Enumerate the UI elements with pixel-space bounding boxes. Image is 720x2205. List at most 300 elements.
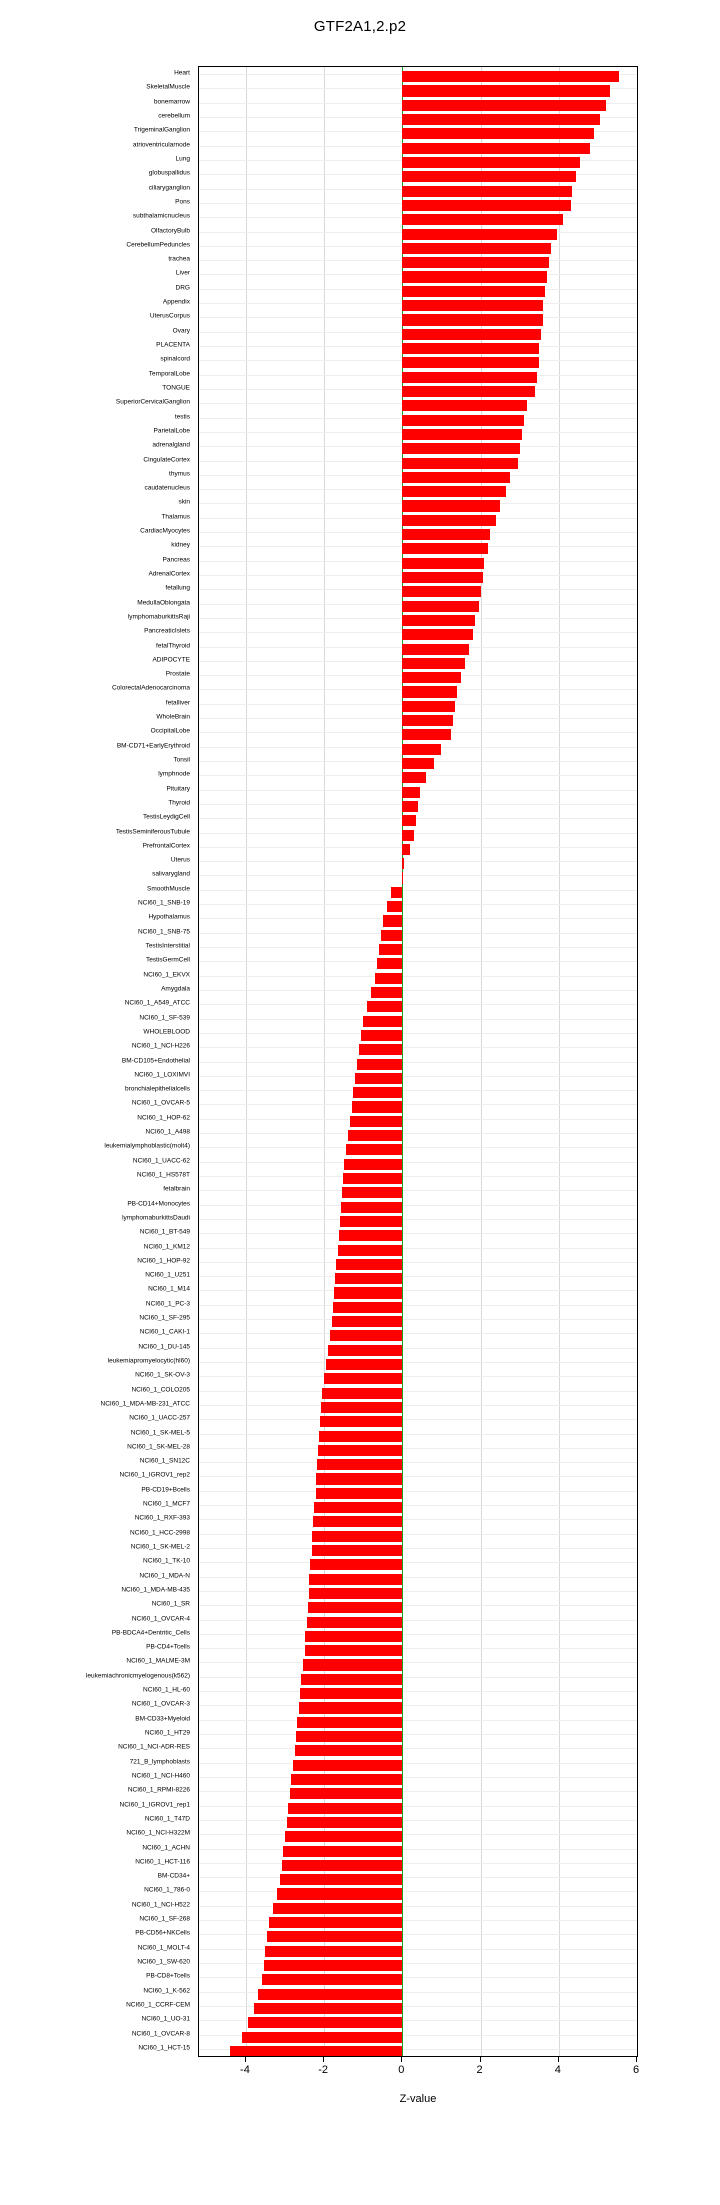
y-axis-tick-label: trachea	[168, 255, 190, 263]
plot-area	[198, 66, 638, 2057]
y-axis-tick-label: CardiacMyocytes	[140, 527, 190, 535]
bar	[291, 1774, 402, 1785]
y-axis-tick-label: NCI60_1_CAKI-1	[139, 1328, 190, 1336]
y-axis-tick-label: caudatenucleus	[144, 484, 190, 492]
bar	[402, 357, 539, 368]
gridline-horizontal	[199, 1491, 637, 1492]
gridline-horizontal	[199, 1577, 637, 1578]
y-axis-tick-label: TestisSeminiferousTubule	[115, 828, 190, 836]
bar	[402, 586, 480, 597]
bar	[383, 915, 403, 926]
y-axis-tick-label: NCI60_1_MCF7	[143, 1500, 190, 1508]
y-axis-tick-label: NCI60_1_SK-MEL-5	[130, 1429, 190, 1437]
gridline-horizontal	[199, 1834, 637, 1835]
bar	[308, 1602, 403, 1613]
x-axis-tick-label: 4	[554, 2064, 561, 2076]
gridline-horizontal	[199, 890, 637, 891]
y-axis-tick-label: Amygdala	[161, 985, 190, 993]
bar	[342, 1187, 403, 1198]
y-axis-tick-label: Heart	[174, 69, 190, 77]
y-axis-tick-label: NCI60_1_PC-3	[145, 1300, 190, 1308]
bar	[348, 1130, 403, 1141]
bar	[318, 1445, 402, 1456]
bar	[230, 2046, 402, 2057]
y-axis-tick-label: TONGUE	[162, 384, 190, 392]
bar	[402, 830, 414, 841]
gridline-horizontal	[199, 904, 637, 905]
gridline-horizontal	[199, 947, 637, 948]
gridline-horizontal	[199, 1076, 637, 1077]
bar	[402, 314, 543, 325]
y-axis-tick-label: globuspallidus	[148, 169, 190, 177]
y-axis-tick-label: NCI60_1_HT29	[144, 1729, 190, 1737]
bar	[402, 157, 580, 168]
y-axis-tick-label: NCI60_1_BT-549	[139, 1228, 190, 1236]
y-axis-tick-label: NCI60_1_A549_ATCC	[124, 999, 190, 1007]
gridline-horizontal	[199, 1534, 637, 1535]
bar	[357, 1059, 402, 1070]
bar	[254, 2003, 403, 2014]
bar	[312, 1545, 403, 1556]
y-axis-tick-label: NCI60_1_HOP-62	[137, 1114, 190, 1122]
y-axis-tick-label: bonemarrow	[153, 98, 190, 106]
gridline-horizontal	[199, 1062, 637, 1063]
gridline-horizontal	[199, 1806, 637, 1807]
bar	[402, 214, 562, 225]
y-axis-tick-label: NCI60_1_IGROV1_rep2	[119, 1471, 190, 1479]
bar	[287, 1817, 402, 1828]
gridline-horizontal	[199, 1047, 637, 1048]
gridline-horizontal	[199, 1820, 637, 1821]
gridline-horizontal	[199, 1376, 637, 1377]
x-axis-tick	[558, 2057, 559, 2062]
gridline-horizontal	[199, 1262, 637, 1263]
bar	[332, 1316, 402, 1327]
bar	[355, 1073, 402, 1084]
y-axis-tick-label: SkeletalMuscle	[146, 83, 190, 91]
y-axis-tick-label: ParietalLobe	[153, 427, 190, 435]
bar	[402, 615, 474, 626]
bar	[338, 1245, 403, 1256]
bar	[402, 85, 609, 96]
y-axis-tick-label: PB-CD19+Bcells	[141, 1486, 190, 1494]
y-axis-tick-label: NCI60_1_SK-MEL-28	[127, 1443, 190, 1451]
gridline-horizontal	[199, 1319, 637, 1320]
x-axis-tick	[480, 2057, 481, 2062]
y-axis-tick-label: leukemialymphoblastic(molt4)	[104, 1142, 190, 1150]
gridline-horizontal	[199, 1791, 637, 1792]
y-axis-tick-label: NCI60_1_TK-10	[143, 1557, 190, 1565]
bar	[248, 2017, 402, 2028]
bar	[391, 887, 403, 898]
y-axis-tick-label: Pituitary	[166, 785, 190, 793]
y-axis-tick-label: OlfactoryBulb	[150, 227, 190, 235]
y-axis-tick-label: SmoothMuscle	[147, 885, 190, 893]
gridline-horizontal	[199, 1562, 637, 1563]
gridline-horizontal	[199, 1505, 637, 1506]
y-axis-tick-label: PrefrontalCortex	[142, 842, 190, 850]
bar	[402, 558, 484, 569]
y-axis-tick-label: TestisGermCell	[145, 956, 190, 964]
bar	[402, 543, 488, 554]
bar	[402, 472, 510, 483]
y-axis-tick-label: WholeBrain	[156, 713, 190, 721]
gridline-horizontal	[199, 918, 637, 919]
y-axis-tick-label: Pons	[175, 198, 190, 206]
gridline-horizontal	[199, 1691, 637, 1692]
gridline-horizontal	[199, 1677, 637, 1678]
bar	[402, 458, 517, 469]
y-axis-tick-label: AdrenalCortex	[148, 570, 190, 578]
y-axis-tick-label: NCI60_1_786-0	[144, 1886, 190, 1894]
y-axis-tick-label: PancreaticIslets	[144, 627, 190, 635]
gridline-horizontal	[199, 1090, 637, 1091]
bar	[283, 1846, 402, 1857]
y-axis-tick-label: NCI60_1_HL-60	[143, 1686, 190, 1694]
x-axis-title: Z-value	[399, 2093, 437, 2105]
y-axis-tick-label: TrigeminalGanglion	[133, 126, 190, 134]
y-axis-tick-label: NCI60_1_SF-295	[139, 1314, 190, 1322]
bar	[402, 229, 556, 240]
bar	[402, 443, 519, 454]
y-axis-tick-label: NCI60_1_SNB-75	[137, 928, 190, 936]
bar	[310, 1559, 402, 1570]
bar	[402, 286, 545, 297]
bar	[303, 1659, 403, 1670]
gridline-horizontal	[199, 1591, 637, 1592]
y-axis-tick-label: leukemiachronicmyelogenous(k562)	[85, 1672, 190, 1680]
y-axis-tick-label: NCI60_1_LOXIMVI	[134, 1071, 190, 1079]
y-axis-tick-label: NCI60_1_MDA-MB-435	[121, 1586, 190, 1594]
y-axis-tick-label: lymphomaburkittsDaudi	[122, 1214, 190, 1222]
y-axis-tick-label: NCI60_1_OVCAR-5	[131, 1099, 190, 1107]
bar	[307, 1617, 403, 1628]
bar	[352, 1101, 403, 1112]
gridline-horizontal	[199, 1720, 637, 1721]
y-axis-tick-label: BM-CD34+	[157, 1872, 190, 1880]
bar	[321, 1402, 402, 1413]
gridline-horizontal	[199, 1419, 637, 1420]
y-axis-tick-label: NCI60_1_NCI-ADR-RES	[118, 1743, 190, 1751]
bar	[402, 271, 547, 282]
y-axis-tick-label: NCI60_1_ACHN	[142, 1844, 190, 1851]
bar	[273, 1903, 402, 1914]
bar	[402, 171, 576, 182]
gridline-horizontal	[199, 1405, 637, 1406]
gridline-horizontal	[199, 1934, 637, 1935]
bar	[402, 400, 527, 411]
y-axis-tick-label: fetalbrain	[163, 1185, 190, 1193]
y-axis-tick-label: fetallung	[165, 584, 190, 592]
gridline-horizontal	[199, 804, 637, 805]
y-axis-tick-label: leukemiapromyelocytic(hl60)	[107, 1357, 190, 1365]
y-axis-tick-label: cerebellum	[158, 112, 190, 120]
bar	[402, 372, 537, 383]
gridline-horizontal	[199, 976, 637, 977]
y-axis-tick-label: TemporalLobe	[148, 370, 190, 378]
y-axis-tick-label: NCI60_1_SR	[151, 1600, 190, 1608]
gridline-horizontal	[199, 1920, 637, 1921]
gridline-horizontal	[199, 1519, 637, 1520]
bar	[290, 1788, 403, 1799]
y-axis-tick-label: NCI60_1_UO-31	[141, 2015, 190, 2023]
y-axis-tick-label: NCI60_1_RPMI-8226	[127, 1786, 190, 1794]
y-axis-tick-label: NCI60_1_EKVX	[143, 971, 190, 979]
bar	[402, 844, 410, 855]
y-axis-tick-label: NCI60_1_SK-MEL-2	[130, 1543, 190, 1551]
y-axis-tick-label: NCI60_1_OVCAR-4	[131, 1615, 190, 1623]
y-axis-tick-label: NCI60_1_UACC-62	[132, 1157, 190, 1165]
y-axis-tick-label: thymus	[169, 470, 190, 478]
x-axis	[198, 2057, 638, 2097]
y-axis-tick-label: Thyroid	[168, 799, 190, 807]
bar	[402, 629, 472, 640]
y-axis-tick-label: CingulateCortex	[143, 456, 190, 463]
bar	[359, 1044, 402, 1055]
bar	[267, 1931, 402, 1942]
y-axis-tick-label: Pancreas	[162, 556, 190, 564]
bar	[285, 1831, 402, 1842]
y-axis-category-labels	[0, 66, 194, 2057]
bar	[402, 686, 457, 697]
gridline-horizontal	[199, 1176, 637, 1177]
bar	[402, 515, 496, 526]
bar	[313, 1516, 402, 1527]
y-axis-tick-label: NCI60_1_HOP-92	[137, 1257, 190, 1265]
y-axis-tick-label: NCI60_1_HS578T	[136, 1171, 190, 1179]
bar	[242, 2032, 402, 2043]
bar	[339, 1230, 402, 1241]
bar	[402, 429, 521, 440]
bar	[402, 186, 572, 197]
bar	[333, 1302, 403, 1313]
bar	[402, 415, 523, 426]
bar	[317, 1459, 402, 1470]
gridline-horizontal	[199, 1763, 637, 1764]
y-axis-tick-label: NCI60_1_OVCAR-8	[131, 2030, 190, 2038]
y-axis-tick-label: salivarygland	[152, 870, 190, 878]
bar	[326, 1359, 402, 1370]
gridline-horizontal	[199, 1434, 637, 1435]
y-axis-tick-label: Lung	[175, 155, 190, 163]
bar	[346, 1144, 403, 1155]
y-axis-tick-label: PB-CD8+Tcells	[146, 1972, 190, 1980]
gridline-horizontal	[199, 1348, 637, 1349]
y-axis-tick-label: UterusCorpus	[149, 312, 190, 320]
y-axis-tick-label: NCI60_1_SW-620	[137, 1958, 190, 1966]
bar	[322, 1388, 402, 1399]
gridline-horizontal	[199, 1205, 637, 1206]
bar	[402, 758, 433, 769]
y-axis-tick-label: PB-BDCA4+Dentritic_Cells	[111, 1629, 190, 1637]
bar	[402, 257, 549, 268]
gridline-horizontal	[199, 833, 637, 834]
y-axis-tick-label: NCI60_1_MALME-3M	[126, 1657, 190, 1665]
y-axis-tick-label: BM-CD33+Myeloid	[135, 1715, 190, 1723]
gridline-horizontal	[199, 990, 637, 991]
gridline-horizontal	[199, 1362, 637, 1363]
bar	[371, 987, 402, 998]
y-axis-tick-label: NCI60_1_IGROV1_rep1	[119, 1801, 190, 1809]
bar	[402, 601, 478, 612]
gridline-horizontal	[199, 1548, 637, 1549]
x-axis-tick-label: -4	[240, 2064, 250, 2076]
bar	[402, 672, 461, 683]
y-axis-tick-label: Ovary	[172, 327, 190, 335]
gridline-horizontal	[199, 1662, 637, 1663]
bar	[258, 1989, 403, 2000]
y-axis-tick-label: ColorectalAdenocarcinoma	[111, 684, 190, 692]
gridline-horizontal	[199, 1734, 637, 1735]
y-axis-tick-label: NCI60_1_CCRF-CEM	[126, 2001, 190, 2009]
bar	[402, 243, 551, 254]
y-axis-tick-label: NCI60_1_UACC-257	[129, 1414, 190, 1422]
x-axis-tick-label: -2	[318, 2064, 329, 2076]
bar	[277, 1888, 402, 1899]
y-axis-tick-label: NCI60_1_MOLT-4	[137, 1944, 190, 1952]
gridline-horizontal	[199, 1748, 637, 1749]
bar	[336, 1259, 402, 1270]
gridline-horizontal	[199, 1162, 637, 1163]
y-axis-tick-label: NCI60_1_SF-268	[139, 1915, 190, 1923]
y-axis-tick-label: NCI60_1_SN12C	[139, 1457, 190, 1465]
gridline-vertical	[637, 67, 638, 2056]
x-axis-tick	[245, 2057, 246, 2062]
y-axis-tick-label: NCI60_1_M14	[148, 1285, 190, 1293]
gridline-horizontal	[199, 1333, 637, 1334]
bar	[377, 958, 402, 969]
y-axis-tick-label: fetalThyroid	[156, 642, 190, 650]
bar	[319, 1431, 402, 1442]
bar	[402, 772, 425, 783]
gridline-horizontal	[199, 1605, 637, 1606]
bar	[402, 701, 455, 712]
y-axis-tick-label: NCI60_1_HCC-2998	[130, 1529, 190, 1537]
bar	[402, 128, 594, 139]
bar	[353, 1087, 402, 1098]
bar	[334, 1287, 402, 1298]
y-axis-tick-label: ADIPOCYTE	[152, 656, 190, 664]
bar	[264, 1960, 403, 1971]
bar	[343, 1173, 402, 1184]
gridline-horizontal	[199, 1104, 637, 1105]
gridline-horizontal	[199, 1906, 637, 1907]
bar	[402, 114, 599, 125]
y-axis-tick-label: PB-CD56+NKCells	[135, 1929, 190, 1937]
bar	[341, 1202, 403, 1213]
bar	[402, 801, 418, 812]
y-axis-tick-label: skin	[178, 498, 190, 506]
bar	[309, 1588, 403, 1599]
bar	[296, 1731, 402, 1742]
gridline-horizontal	[199, 1863, 637, 1864]
x-axis-tick-label: 6	[632, 2064, 640, 2076]
gridline-horizontal	[199, 1147, 637, 1148]
bar	[297, 1717, 403, 1728]
gridline-horizontal	[199, 1190, 637, 1191]
y-axis-tick-label: NCI60_1_KM12	[143, 1243, 190, 1251]
y-axis-tick-label: WHOLEBLOOD	[143, 1028, 190, 1036]
y-axis-tick-label: PB-CD14+Monocytes	[127, 1200, 190, 1208]
bar	[402, 143, 590, 154]
gridline-horizontal	[199, 1777, 637, 1778]
y-axis-tick-label: bronchialepithelialcells	[124, 1085, 190, 1093]
y-axis-tick-label: PB-CD4+Tcells	[146, 1643, 190, 1651]
y-axis-tick-label: Uterus	[170, 856, 190, 864]
y-axis-tick-label: NCI60_1_NCI-H322M	[126, 1829, 190, 1837]
bar	[402, 872, 403, 883]
gridline-horizontal	[199, 1634, 637, 1635]
y-axis-tick-label: NCI60_1_SK-OV-3	[135, 1371, 190, 1379]
y-axis-tick-label: adrenalgland	[152, 441, 190, 449]
y-axis-tick-label: Prostate	[165, 670, 190, 678]
bar	[402, 500, 500, 511]
y-axis-tick-label: Thalamus	[161, 513, 190, 521]
gridline-horizontal	[199, 1391, 637, 1392]
bar	[269, 1917, 402, 1928]
gridline-horizontal	[199, 1305, 637, 1306]
y-axis-tick-label: spinalcord	[160, 355, 190, 363]
gridline-horizontal	[199, 1290, 637, 1291]
bar	[335, 1273, 402, 1284]
y-axis-tick-label: TestisInterstitial	[145, 942, 190, 950]
bar	[402, 787, 420, 798]
bar	[330, 1330, 402, 1341]
y-axis-tick-label: NCI60_1_NCI-H226	[131, 1042, 190, 1050]
y-axis-tick-label: 721_B_lymphoblasts	[129, 1758, 190, 1766]
y-axis-tick-label: fetalliver	[165, 699, 190, 707]
bar	[316, 1488, 403, 1499]
gridline-horizontal	[199, 1119, 637, 1120]
gridline-horizontal	[199, 1019, 637, 1020]
bar	[402, 329, 541, 340]
y-axis-tick-label: NCI60_1_DU-145	[138, 1343, 190, 1351]
bar	[265, 1946, 402, 1957]
y-axis-tick-label: Appendix	[162, 298, 190, 306]
y-axis-tick-label: NCI60_1_MDA-N	[139, 1572, 190, 1580]
y-axis-tick-label: NCI60_1_SF-539	[139, 1014, 190, 1022]
bar	[402, 815, 416, 826]
y-axis-tick-label: NCI60_1_OVCAR-3	[131, 1700, 190, 1708]
gridline-horizontal	[199, 1248, 637, 1249]
bar	[328, 1345, 402, 1356]
y-axis-tick-label: NCI60_1_NCI-H522	[131, 1901, 190, 1909]
gridline-horizontal	[199, 1891, 637, 1892]
bar	[340, 1216, 403, 1227]
bar	[295, 1745, 403, 1756]
gridline-horizontal	[199, 1705, 637, 1706]
bar	[402, 744, 441, 755]
bar	[262, 1974, 403, 1985]
bar	[402, 300, 543, 311]
gridline-horizontal	[199, 1448, 637, 1449]
gridline-horizontal	[199, 1133, 637, 1134]
gridline-horizontal	[199, 1233, 637, 1234]
gridline-horizontal	[199, 1849, 637, 1850]
y-axis-tick-label: NCI60_1_SNB-19	[137, 899, 190, 907]
bar	[402, 486, 506, 497]
bar	[379, 944, 402, 955]
gridline-horizontal	[199, 1476, 637, 1477]
bar	[309, 1574, 402, 1585]
bar	[280, 1874, 402, 1885]
bar	[320, 1416, 402, 1427]
bar	[350, 1116, 403, 1127]
y-axis-tick-label: NCI60_1_MDA-MB-231_ATCC	[100, 1400, 190, 1408]
bar	[381, 930, 403, 941]
chart-title: GTF2A1,2.p2	[313, 18, 407, 35]
bar	[402, 200, 570, 211]
